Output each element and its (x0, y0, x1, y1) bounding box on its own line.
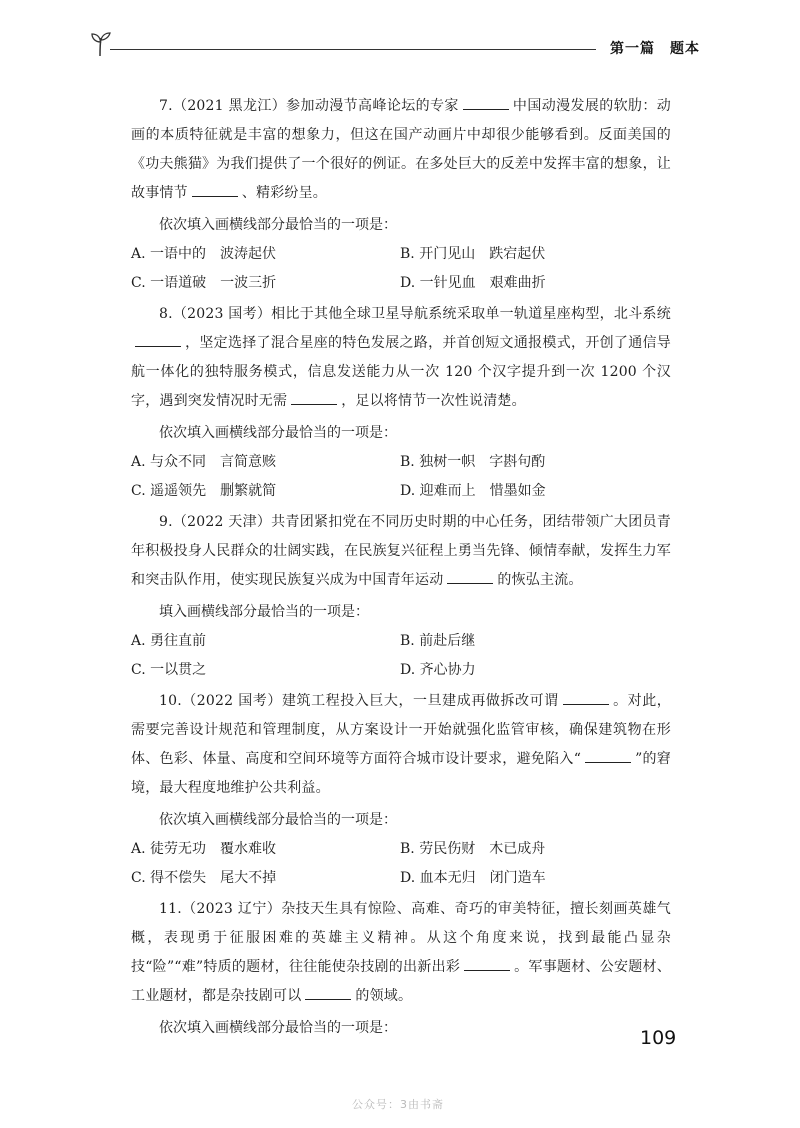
option-d: D. 齐心协力 (400, 662, 476, 678)
section-title: 第一篇 题本 (610, 41, 700, 57)
options (131, 835, 671, 893)
option-c: C. 得不偿失 尾大不掉 (131, 870, 277, 886)
option-b: B. 独树一帜 字斟句酌 (400, 454, 546, 470)
question-stem: 9.（2022 天津）共青团紧扣党在不同历史时期的中心任务，团结带领广大团员青年积极投身人民群众的壮阔实践，在民族复兴征程上勇当先锋、倾情奉献，发挥生力军和突击队作用，使实现民族复兴成为中国青年运动 的恢弘主流。 (131, 514, 671, 588)
page-number: 109 (640, 1027, 677, 1049)
option-d: D. 迎难而上 惜墨如金 (400, 483, 546, 499)
question-prompt: 依次填入画横线部分最恰当的一项是： (159, 425, 397, 441)
question-prompt: 依次填入画横线部分最恰当的一项是： (159, 1020, 397, 1036)
option-a: A. 勇往直前 (131, 633, 207, 649)
page-header (88, 30, 700, 60)
question-11 (131, 895, 671, 1043)
answer-blank (464, 956, 510, 971)
answer-blank (305, 985, 351, 1000)
question-prompt: 依次填入画横线部分最恰当的一项是： (159, 812, 397, 828)
answer-blank (563, 690, 609, 705)
watermark: 公众号：3由书斋 (352, 1098, 444, 1111)
option-a: A. 徒劳无功 覆水难收 (131, 841, 277, 857)
answer-blank (463, 95, 509, 110)
option-c: C. 遥遥领先 删繁就简 (131, 483, 277, 499)
option-c: C. 一以贯之 (131, 662, 207, 678)
option-a: A. 一语中的 波涛起伏 (131, 246, 277, 262)
options (131, 240, 671, 298)
question-list (131, 92, 671, 1043)
question-prompt: 依次填入画横线部分最恰当的一项是： (159, 217, 397, 233)
question-stem: 7.（2021 黑龙江）参加动漫节高峰论坛的专家 中国动漫发展的软肋：动画的本质特征就是丰富的想象力，但这在国产动画片中却很少能够看到。反面美国的《功夫熊猫》为我们提供了一个很好的例证。在多处巨大的反差中发挥丰富的想象，让故事情节 、精彩纷呈。 (131, 92, 671, 208)
option-d: D. 一针见血 艰难曲折 (400, 275, 546, 291)
option-b: B. 开门见山 跌宕起伏 (400, 246, 546, 262)
answer-blank (447, 569, 493, 584)
question-stem: 8.（2023 国考）相比于其他全球卫星导航系统采取单一轨道星座构型，北斗系统，坚定选择了混合星座的特色发展之路，并首创短文通报模式，开创了通信导航一体化的独特服务模式，信息发送能力从一次 120 个汉字提升到一次 1200 个汉字，遇到突发情况时无需 ，足以将情节一次性说清楚。 (131, 306, 671, 409)
answer-blank (192, 182, 238, 197)
option-b: B. 前赴后继 (400, 633, 476, 649)
header-rule (110, 49, 596, 50)
question-prompt: 填入画横线部分最恰当的一项是： (159, 604, 369, 620)
question-10 (131, 687, 671, 893)
question-8 (131, 300, 671, 506)
sprout-icon (88, 30, 114, 60)
answer-blank (135, 332, 181, 347)
option-a: A. 与众不同 言简意赅 (131, 454, 277, 470)
option-c: C. 一语道破 一波三折 (131, 275, 277, 291)
question-stem: 11.（2023 辽宁）杂技天生具有惊险、高难、奇巧的审美特征，擅长刻画英雄气概，表现勇于征服困难的英雄主义精神。从这个角度来说，找到最能凸显杂技“险”“难”特质的题材，往往能使杂技剧的出新出彩 。军事题材、公安题材、工业题材，都是杂技剧可以 的领域。 (131, 901, 671, 1004)
option-d: D. 血本无归 闭门造车 (400, 870, 546, 886)
question-7 (131, 92, 671, 298)
option-b: B. 劳民伤财 木已成舟 (400, 841, 546, 857)
answer-blank (291, 390, 337, 405)
options (131, 448, 671, 506)
options (131, 627, 671, 685)
question-9 (131, 508, 671, 685)
question-stem: 10.（2022 国考）建筑工程投入巨大，一旦建成再做拆改可谓 。对此，需要完善设计规范和管理制度，从方案设计一开始就强化监管审核，确保建筑物在形体、色彩、体量、高度和空间环境等方面符合城市设计要求，避免陷入“ ”的窘境，最大程度地维护公共利益。 (131, 687, 671, 803)
answer-blank (585, 748, 631, 763)
